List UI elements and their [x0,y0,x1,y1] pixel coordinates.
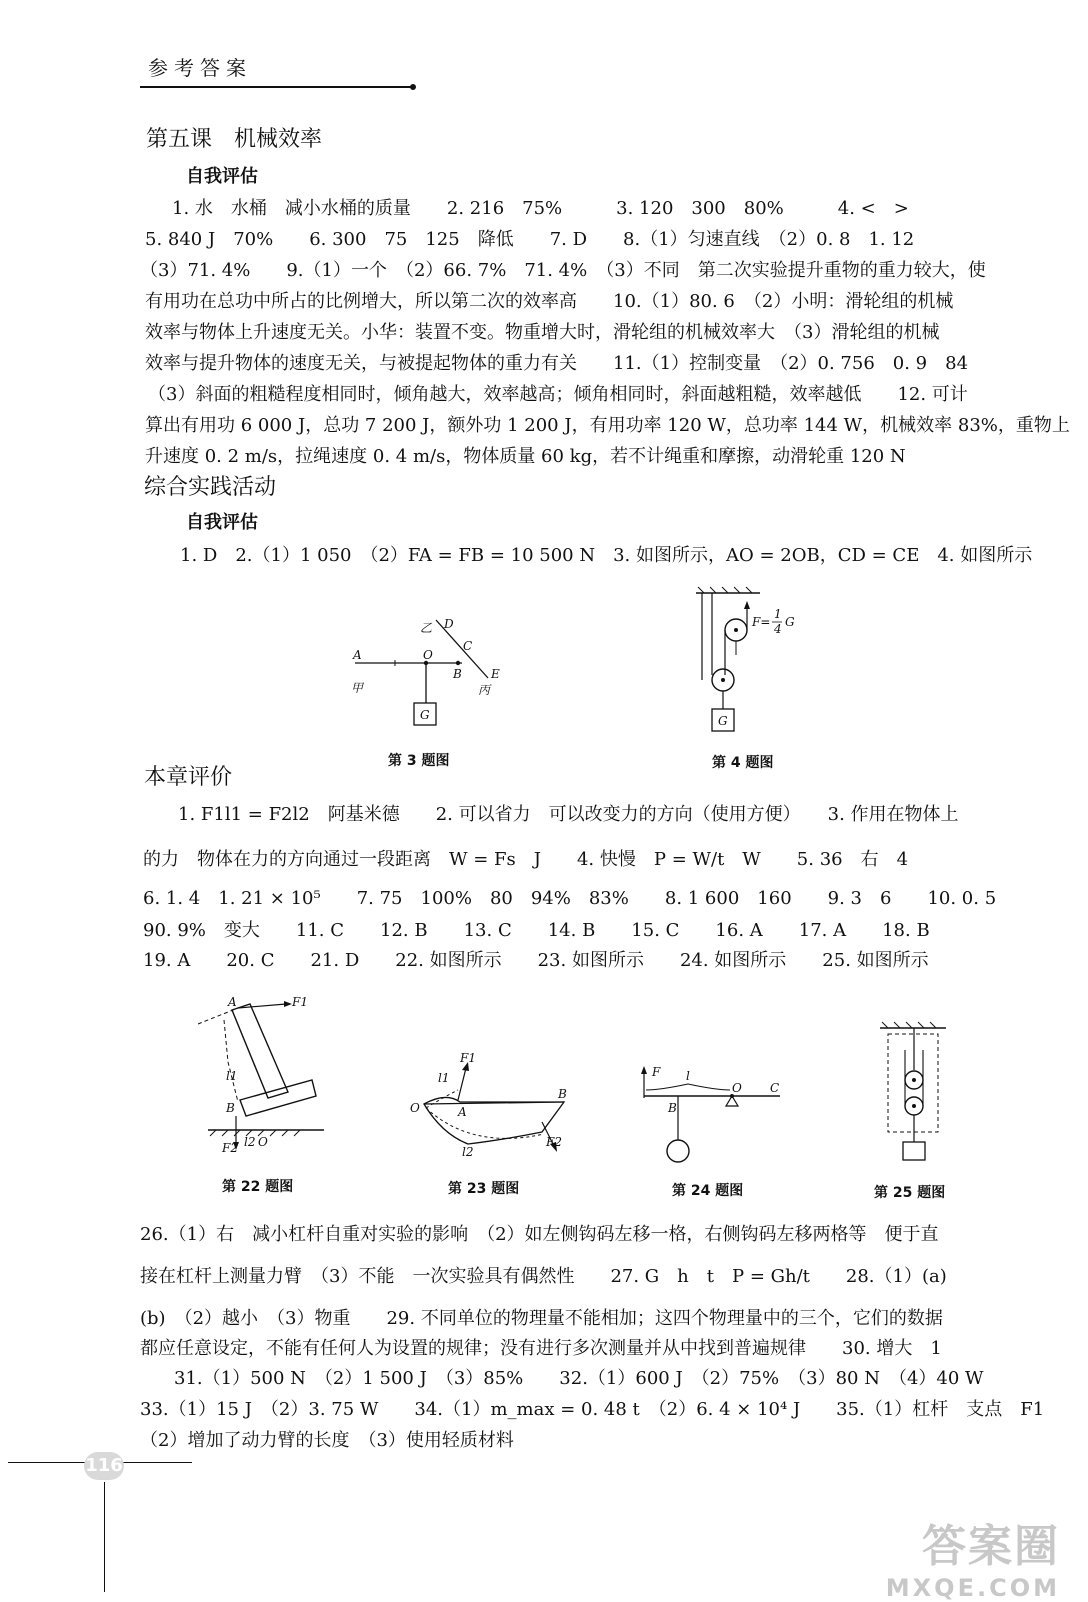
fig22-label: B [226,1101,235,1115]
fig22-label: A [228,995,237,1009]
fig24-label: C [770,1081,780,1095]
section-title-practice: 综合实践活动 [144,475,277,500]
fig3-label: O [423,648,433,662]
answer-line: 升速度 0. 2 m/s，拉绳速度 0. 4 m/s，物体质量 60 kg，若不计绳重和摩擦，动滑轮重 120 N [145,446,906,467]
fig4-label: G [718,714,728,728]
watermark-url: MXQE.COM [885,1574,1060,1602]
answer-line: 的力 物体在力的方向通过一段距离 W = Fs J 4. 快慢 P = W/t W 5. 36 右 4 [143,849,909,870]
answer-line: 都应任意设定，不能有任何人为设置的规律；没有进行多次测量并从中找到普遍规律 30. 增大 1 [140,1338,942,1359]
figure-4-pulley-diagram [688,585,808,740]
fig23-label: O [410,1101,420,1115]
figure-3-caption: 第 3 题图 [388,753,450,769]
fig22-label: F1 [292,995,308,1009]
fig23-label: F1 [460,1051,476,1065]
page-number: 116 [84,1452,124,1480]
fig3-label: 丙 [478,683,491,697]
fig4-label: 4 [774,622,782,636]
fig3-label: E [491,667,500,681]
subsection-self-eval: 自我评估 [186,512,258,533]
fig23-label: l1 [438,1071,450,1085]
footer-vertical-rule [104,1482,105,1592]
watermark [886,1510,1060,1602]
fig24-label: F [652,1065,661,1079]
figure-4-caption: 第 4 题图 [712,755,774,771]
answer-line: 1. D 2.（1）1 050 （2）FA = FB = 10 500 N 3. 如图所示，AO = 2OB，CD = CE 4. 如图所示 [180,545,1033,566]
fig22-label: l1 [226,1069,238,1083]
section-title-lesson5: 第五课 机械效率 [146,127,323,152]
figure-22-lever-diagram [188,992,328,1162]
figure-23-lever-diagram [402,1050,582,1160]
answer-line: （3）71. 4% 9.（1）一个 （2）66. 7% 71. 4% （3）不同 第二次实验提升重物的重力较大，使 [140,260,986,281]
fig3-label: B [453,667,462,681]
fig4-label: 1 [774,607,782,621]
answer-line: 效率与提升物体的速度无关，与被提起物体的重力有关 11.（1）控制变量 （2）0. 756 0. 9 84 [145,353,969,374]
answer-line: 90. 9% 变大 11. C 12. B 13. C 14. B 15. C 16. A 17. A 18. B [143,920,930,941]
answer-line: 算出有用功 6 000 J，总功 7 200 J，额外功 1 200 J，有用功率 120 W，总功率 144 W，机械效率 83%，重物上 [145,415,1070,436]
section-title-chapter: 本章评价 [144,765,233,790]
figure-23-caption: 第 23 题图 [448,1181,520,1197]
fig23-label: B [558,1087,567,1101]
answer-line: 26.（1）右 减小杠杆自重对实验的影响 （2）如左侧钩码左移一格，右侧钩码左移两格等 便于直 [140,1224,939,1245]
figure-24-caption: 第 24 题图 [672,1183,744,1199]
answer-line: 1. 水 水桶 减小水桶的质量 2. 216 75% 3. 120 300 80% 4. < > [172,198,909,219]
fig3-label: 甲 [351,681,364,695]
answer-line: （3）斜面的粗糙程度相同时，倾角越大，效率越高；倾角相同时，斜面越粗糙，效率越低 12. 可计 [148,384,968,405]
fig4-label: G [785,615,795,629]
fig3-label: G [420,708,430,722]
watermark-logo-text: 答案圈 [922,1521,1060,1572]
fig3-label: C [463,639,473,653]
figure-25-caption: 第 25 题图 [874,1185,946,1201]
answer-line: 31.（1）500 N （2）1 500 J （3）85% 32.（1）600 J （2）75% （3）80 N （4）40 W [156,1368,984,1389]
fig3-label: D [444,617,454,631]
fig24-label: B [668,1101,677,1115]
header-rule [140,86,412,88]
header-rule-dot [410,84,416,90]
figure-25-pulley-diagram [874,1020,954,1165]
answer-line: 效率与物体上升速度无关。小华：装置不变。物重增大时，滑轮组的机械效率大 （3）滑轮组的机械 [145,322,940,343]
fig24-label: l [686,1069,690,1083]
figure-22-caption: 第 22 题图 [222,1179,294,1195]
fig24-label: O [732,1081,742,1095]
answer-line: （2）增加了动力臂的长度 （3）使用轻质材料 [140,1430,514,1451]
fig22-label: l2 [244,1135,256,1149]
answer-line: 有用功在总功中所占的比例增大，所以第二次的效率高 10.（1）80. 6 （2）小明：滑轮组的机械 [145,291,954,312]
running-header: 参考答案 [148,56,252,80]
figure-3-lever-diagram [340,608,510,738]
answer-line: 1. F1l1 = F2l2 阿基米德 2. 可以省力 可以改变力的方向（使用方便） 3. 作用在物体上 [178,804,959,825]
fig22-label: F2 [222,1141,238,1155]
fig3-label: 乙 [420,621,433,635]
fig22-label: O [258,1135,268,1149]
answer-line: 6. 1. 4 1. 21 × 10⁵ 7. 75 100% 80 94% 83% 8. 1 600 160 9. 3 6 10. 0. 5 [143,888,997,909]
answer-line: 5. 840 J 70% 6. 300 75 125 降低 7. D 8.（1）匀速直线 （2）0. 8 1. 12 [145,229,915,250]
fig23-label: A [458,1105,467,1119]
answer-line: (b) （2）越小 （3）物重 29. 不同单位的物理量不能相加；这四个物理量中的三个，它们的数据 [140,1308,943,1329]
fig23-label: l2 [462,1145,474,1159]
subsection-self-eval: 自我评估 [186,166,258,187]
figure-24-lever-diagram [630,1060,790,1170]
fig4-label: F= [752,615,771,629]
fig3-label: A [353,648,362,662]
answer-line: 19. A 20. C 21. D 22. 如图所示 23. 如图所示 24. 如图所示 25. 如图所示 [143,950,929,971]
answer-line: 33.（1）15 J （2）3. 75 W 34.（1）m_max = 0. 48 t （2）6. 4 × 10⁴ J 35.（1）杠杆 支点 F1 [140,1399,1045,1420]
answer-line: 接在杠杆上测量力臂 （3）不能 一次实验具有偶然性 27. G h t P = Gh/t 28.（1）(a) [140,1266,947,1287]
fig23-label: F2 [546,1135,562,1149]
